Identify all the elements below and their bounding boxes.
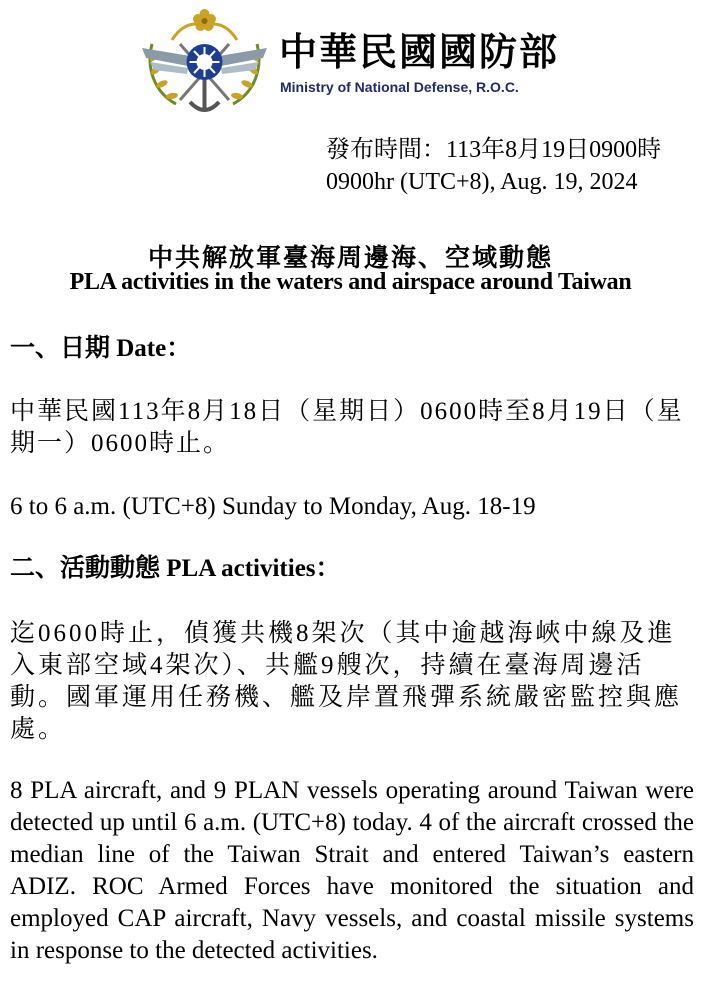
release-time-en: 0900hr (UTC+8), Aug. 19, 2024 (326, 169, 638, 195)
document-title-zh: 中共解放軍臺海周邊海、空域動態 (147, 245, 553, 272)
org-name-chinese: 中華民國國防部 (279, 30, 560, 74)
section-activities-text-en: 8 PLA aircraft, and 9 PLAN vessels operating around Taiwan were detected up until 6 a.m. (UTC+8) today. 4 of the aircraft crossed the median line of the Taiwan Strait and entered Taiwan’s eastern ADIZ. ROC Armed Forces have monitored the situation and employed CAP aircraft, Navy vessels, and coastal missile systems in response to the detected activities. (10, 777, 694, 964)
section-date-text-zh: 中華民國113年8月18日（星期日）0600時至8月19日（星期一）0600時止。 (10, 398, 684, 457)
release-time-zh: 發布時間：113年8月19日0900時 (326, 137, 662, 163)
section-date-text-en: 6 to 6 a.m. (UTC+8) Sunday to Monday, Aug. 18-19 (10, 493, 536, 520)
section-activities-text-zh: 迄0600時止，偵獲共機8架次（其中逾越海峽中線及進入東部空域4架次）、共艦9艘次，持續在臺海周邊活動。國軍運用任務機、艦及岸置飛彈系統嚴密監控與應處。 (10, 620, 683, 743)
release-time (326, 134, 661, 198)
section-date-heading: 一、日期 Date： (10, 335, 192, 362)
section-activities-heading: 二、活動動態 PLA activities： (10, 555, 341, 582)
mnd-emblem-logo (132, 4, 277, 122)
document-title-en: PLA activities in the waters and airspace around Taiwan (69, 269, 632, 295)
org-name-english: Ministry of National Defense, R.O.C. (280, 79, 519, 95)
